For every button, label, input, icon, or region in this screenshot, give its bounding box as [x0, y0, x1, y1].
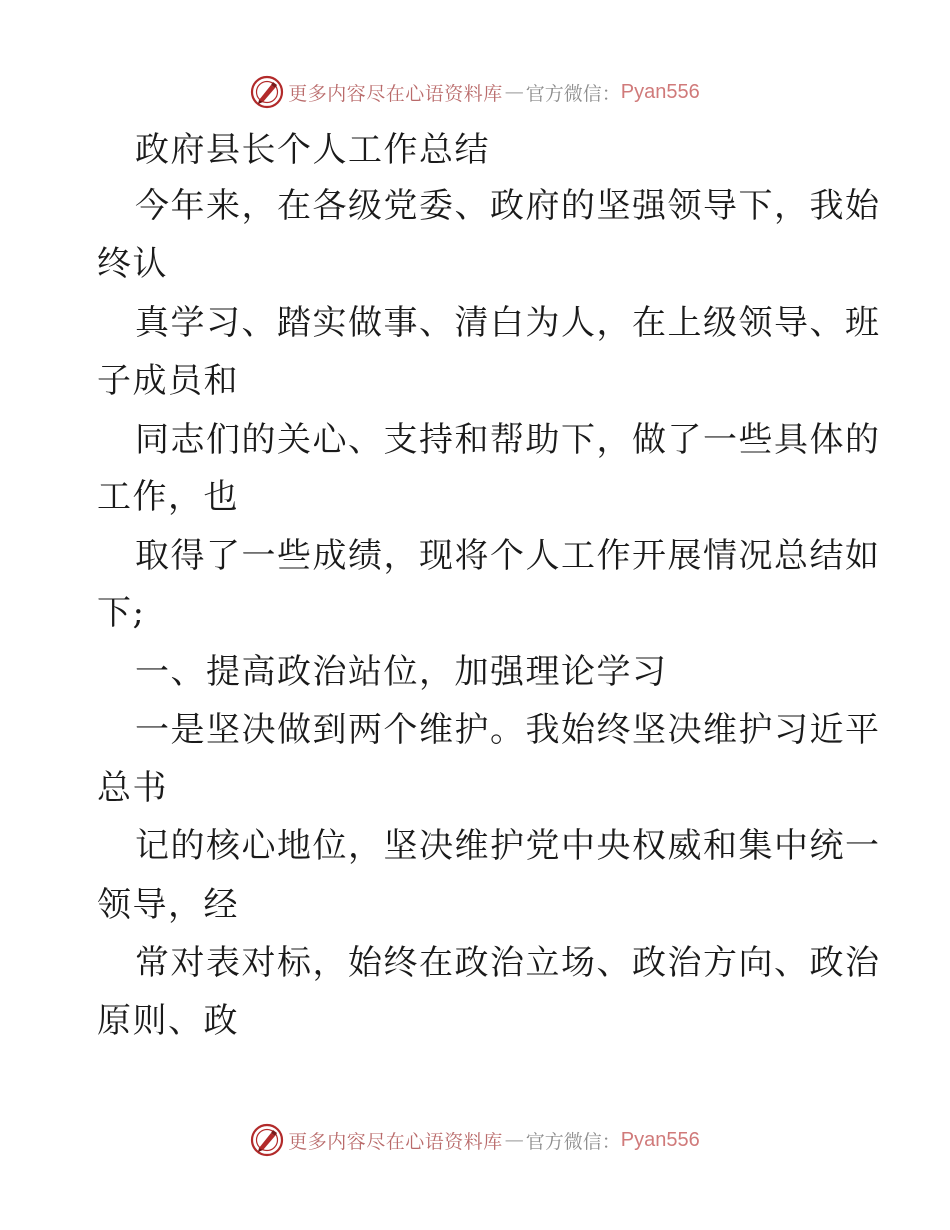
text-line: 一是坚决做到两个维护。我始终坚决维护习近平 — [135, 710, 881, 750]
wechat-id: Pyan556 — [620, 1128, 700, 1151]
text-line: 取得了一些成绩，现将个人工作开展情况总结如 — [135, 536, 881, 576]
text-line: 下; — [97, 593, 146, 633]
text-line: 常对表对标，始终在政治立场、政治方向、政治 — [135, 943, 881, 983]
text-line: 终认 — [97, 244, 168, 284]
pen-logo-icon — [250, 75, 284, 109]
text-line: 领导，经 — [97, 885, 239, 925]
banner-separator: — — [504, 1129, 524, 1151]
promo-text: 更多内容尽在心语资料库 — [288, 82, 503, 105]
text-line: 总书 — [97, 768, 168, 808]
header-banner — [0, 72, 950, 112]
document-title: 政府县长个人工作总结 — [135, 130, 490, 170]
promo-text: 更多内容尽在心语资料库 — [288, 1130, 503, 1153]
text-line: 工作，也 — [97, 477, 239, 517]
section-heading: 一、提高政治站位，加强理论学习 — [135, 652, 668, 692]
wechat-label: 官方微信： — [525, 82, 621, 105]
pen-logo-icon — [250, 1123, 284, 1157]
text-line: 同志们的关心、支持和帮助下，做了一些具体的 — [135, 420, 881, 460]
text-line: 原则、政 — [97, 1001, 239, 1041]
text-line: 今年来，在各级党委、政府的坚强领导下，我始 — [135, 186, 881, 226]
text-line: 子成员和 — [97, 361, 239, 401]
wechat-id: Pyan556 — [620, 80, 700, 103]
wechat-label: 官方微信： — [525, 1130, 621, 1153]
text-line: 记的核心地位，坚决维护党中央权威和集中统一 — [135, 826, 881, 866]
text-line: 真学习、踏实做事、清白为人，在上级领导、班 — [135, 303, 881, 343]
footer-banner — [0, 1120, 950, 1160]
banner-separator: — — [504, 81, 524, 103]
